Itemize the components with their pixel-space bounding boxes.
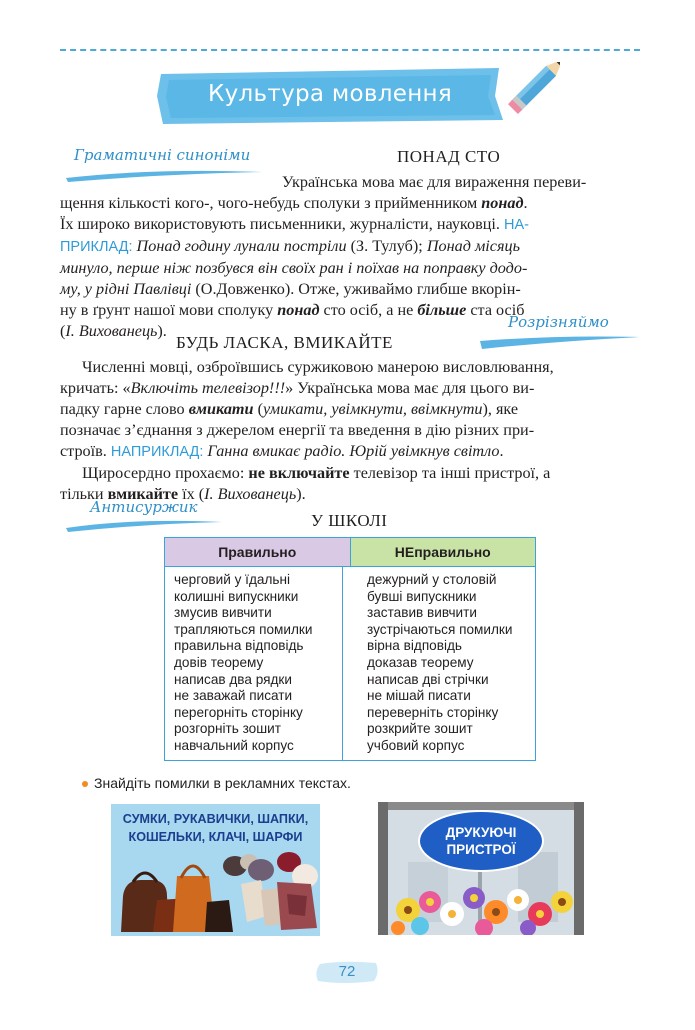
table-cell: черговий у їдальні xyxy=(174,572,290,587)
tag-underline-swoosh xyxy=(478,331,642,351)
text-line: телевізор та інші пристрої, а xyxy=(349,464,551,482)
text-line: (З. Тулуб); xyxy=(346,237,427,255)
task-instruction xyxy=(82,775,351,791)
text-line: ста осіб xyxy=(466,301,525,319)
header-correct: Правильно xyxy=(165,538,351,566)
table-cell: колишні випускники xyxy=(174,588,299,604)
text-line: . xyxy=(523,194,528,212)
page-number-badge xyxy=(314,960,380,984)
tag-grammatical-synonyms: Граматичні синоніми xyxy=(74,146,251,164)
pencil-icon xyxy=(490,62,560,132)
emphasis-word: вмикати xyxy=(188,400,254,418)
text-line: позначає з’єднання з джерелом енергії та введення в дію різних при- xyxy=(60,421,535,439)
table-cell: навчальний корпус xyxy=(174,737,294,753)
text-line: ( xyxy=(60,322,66,340)
table-cell: розгорніть зошит xyxy=(174,721,281,737)
bullet-icon xyxy=(82,781,88,787)
ad-printers xyxy=(378,802,584,935)
table-cell: переверніть сторінку xyxy=(367,704,499,720)
text-line: » Українська мова має для цього ви- xyxy=(285,379,535,397)
example-label: ПРИКЛАД: xyxy=(60,239,133,255)
table-body xyxy=(165,567,535,760)
example-quote: Понад годину лунали постріли xyxy=(132,237,347,255)
author-name: І. Вихованець xyxy=(204,485,297,503)
table-cell: змусив вивчити xyxy=(174,605,272,621)
text-line: . xyxy=(499,442,504,460)
tag-antisurzhyk: Антисуржик xyxy=(90,498,198,516)
table-cell: розкрийте зошит xyxy=(367,721,473,737)
task-text: Знайдіть помилки в рекламних текстах. xyxy=(94,775,351,791)
table-cell: доказав теорему xyxy=(367,654,474,670)
table-cell: перегорніть сторінку xyxy=(174,704,303,720)
tag-distinguish: Розрізняймо xyxy=(508,313,609,331)
correct-column xyxy=(165,567,343,760)
text-line: сто осіб, а не xyxy=(319,301,418,319)
ad-accessories-text xyxy=(111,810,320,846)
emphasis-word: не включайте xyxy=(248,464,350,482)
table-cell: учбовий корпус xyxy=(367,737,465,753)
heading-u-shkoli: У ШКОЛІ xyxy=(311,511,388,530)
paragraph-vmykaite xyxy=(60,357,640,505)
table-cell: написав два рядки xyxy=(174,671,292,687)
example-quote: минуло, перше ніж позбувся він своїх ран і поїхав на поправку додо- xyxy=(60,259,528,277)
text-line: Українська мова має для вираження переви- xyxy=(282,173,587,191)
text-line: тільки xyxy=(60,485,108,503)
emphasis-word: вмикайте xyxy=(107,485,179,503)
example-quote: Понад місяць xyxy=(426,237,520,255)
banner-title: Культура мовлення xyxy=(207,81,453,107)
example-label: НА- xyxy=(503,217,529,233)
text-line: строїв. xyxy=(60,442,111,460)
text-line: кричать: « xyxy=(60,379,131,397)
table-cell: довів теорему xyxy=(174,654,264,670)
ad-text-line: КОШЕЛЬКИ, КЛАЧІ, ШАРФИ xyxy=(128,830,303,844)
table-cell: написав дві стрічки xyxy=(367,671,489,687)
table-cell: бувші випускники xyxy=(367,588,477,604)
example-label: НАПРИКЛАД: xyxy=(110,444,204,460)
table-cell: зустрічаються помилки xyxy=(367,621,513,637)
table-cell: дежурний у столовій xyxy=(367,572,497,587)
page-number: 72 xyxy=(338,963,356,980)
ad-text-line: ДРУКУЮЧІ xyxy=(445,825,517,840)
table-cell: вірна відповідь xyxy=(367,638,462,654)
correct-incorrect-table xyxy=(164,537,536,761)
table-cell: не мішай писати xyxy=(367,688,471,704)
text-line: Їх широко використовують письменники, журналісти, науковці. xyxy=(60,215,504,233)
text-line: падку гарне слово xyxy=(60,400,189,418)
incorrect-column xyxy=(343,567,535,760)
text-line: ( xyxy=(253,400,263,418)
section-banner xyxy=(155,66,505,124)
example-quote: му, у рідні Павлівці xyxy=(60,280,192,298)
text-line: Щиросердно прохаємо: xyxy=(82,464,249,482)
heading-bud-laska: БУДЬ ЛАСКА, ВМИКАЙТЕ xyxy=(176,333,393,352)
emphasis-word: понад xyxy=(481,194,524,212)
header-incorrect: НЕправильно xyxy=(351,538,536,566)
table-cell: трапляються помилки xyxy=(174,621,313,637)
author-name: І. Вихованець xyxy=(65,322,158,340)
table-header-row xyxy=(165,538,535,567)
text-line: Численні мовці, озброївшись суржиковою манерою висловлювання, xyxy=(82,358,554,376)
example-quote: Ганна вмикає радіо. Юрій увімкнув світло xyxy=(203,442,500,460)
emphasis-word: понад xyxy=(277,301,320,319)
table-cell: не заважай писати xyxy=(174,688,293,704)
ad-printers-oval xyxy=(418,810,544,872)
emphasis-word: більше xyxy=(417,301,467,319)
ad-accessories xyxy=(111,804,320,936)
example-quote: умикати, увімкнути, ввімкнути xyxy=(262,400,483,418)
text-line: ), яке xyxy=(482,400,519,418)
heading-ponad-sto: ПОНАД СТО xyxy=(397,147,501,166)
ad-text-line: ПРИСТРОЇ xyxy=(446,842,516,857)
text-line: ну в ґрунт нашої мови сполуку xyxy=(60,301,278,319)
text-line: ). xyxy=(157,322,167,340)
table-cell: заставив вивчити xyxy=(367,605,477,621)
top-dashed-rule xyxy=(60,49,640,51)
text-line: щення кількості кого-, чого-небудь сполуки з прийменником xyxy=(60,194,482,212)
tag-underline-swoosh xyxy=(64,514,224,534)
text-line: ). xyxy=(296,485,306,503)
table-cell: правильна відповідь xyxy=(174,638,304,654)
ad-text-line: СУМКИ, РУКАВИЧКИ, ШАПКИ, xyxy=(122,812,309,826)
text-line: (О.Довженко). Отже, уживаймо глибше вкорін- xyxy=(191,280,521,298)
example-quote: Включіть телевізор!!! xyxy=(130,379,286,397)
text-line: їх ( xyxy=(178,485,205,503)
